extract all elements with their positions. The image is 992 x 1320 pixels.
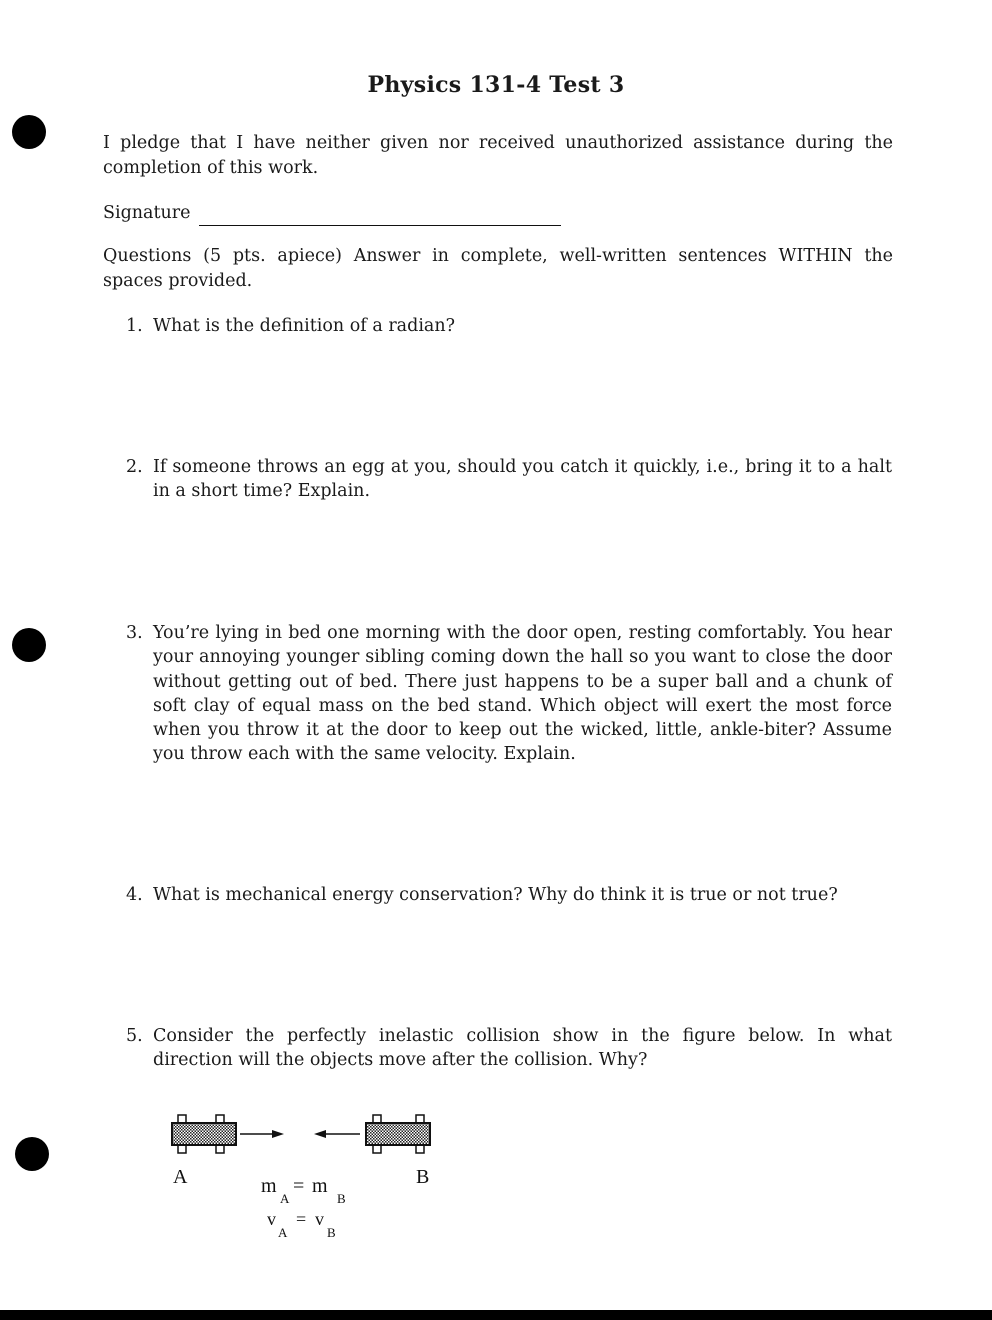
question-text: If someone throws an egg at you, should you catch it quickly, i.e., bring it to a halt in a short time? Explain. [153, 457, 892, 502]
arrow-right-icon [240, 1130, 284, 1138]
binder-hole-top [12, 115, 46, 149]
arrow-left-icon [314, 1130, 360, 1138]
question-number: 3. [126, 623, 143, 643]
mass-symbol-b: m [312, 1175, 328, 1197]
pledge-text: I pledge that I have neither given nor received unauthorized assistance during the completion of this work. [103, 133, 893, 178]
question-5 [126, 1024, 892, 1073]
mass-equals: = [293, 1175, 305, 1197]
mass-subscript-b: B [337, 1191, 346, 1206]
mass-symbol-a: m [261, 1175, 277, 1197]
signature-label: Signature [103, 203, 191, 223]
velocity-subscript-b: B [327, 1225, 336, 1240]
velocity-symbol-a: v [267, 1209, 276, 1229]
velocity-equals: = [296, 1209, 307, 1229]
question-number: 1. [126, 316, 143, 336]
question-text: What is the definition of a radian? [153, 316, 456, 336]
question-4 [126, 883, 892, 907]
question-number: 4. [126, 885, 143, 905]
question-text: Consider the perfectly inelastic collision show in the figure below. In what direction will the objects move after the collision. Why? [153, 1026, 892, 1071]
signature-line[interactable] [199, 210, 561, 226]
question-text: What is mechanical energy conservation? Why do think it is true or not true? [153, 885, 838, 905]
velocity-subscript-a: A [278, 1225, 288, 1240]
binder-hole-middle [12, 628, 46, 662]
question-2 [126, 455, 892, 504]
velocity-symbol-b: v [315, 1209, 324, 1229]
question-3 [126, 621, 892, 767]
binder-hole-bottom [15, 1137, 49, 1171]
mass-subscript-a: A [280, 1191, 290, 1206]
label-a: A [173, 1166, 188, 1188]
question-text: You’re lying in bed one morning with the door open, resting comfortably. You hear your annoying younger sibling coming down the hall so you want to close the door without getting out of bed. There just happens to be a super ball and a chunk of soft clay of equal mass on the bed stand. Which object will exert the most force when you throw it at the door to keep out the wicked, little, ankle-biter? Assume you throw each with the same velocity. Explain. [153, 623, 892, 765]
instructions-text: Questions (5 pts. apiece) Answer in complete, well-written sentences WITHIN the spaces provided. [103, 246, 893, 291]
question-number: 2. [126, 457, 143, 477]
label-b: B [416, 1166, 430, 1188]
question-number: 5. [126, 1026, 143, 1046]
page-title: Physics 131-4 Test 3 [367, 72, 625, 98]
collision-figure [160, 1105, 460, 1255]
question-1 [126, 314, 892, 338]
cart-b [366, 1115, 430, 1153]
scan-edge-bar [0, 1310, 992, 1320]
cart-a [172, 1115, 236, 1153]
signature-row [103, 201, 561, 226]
